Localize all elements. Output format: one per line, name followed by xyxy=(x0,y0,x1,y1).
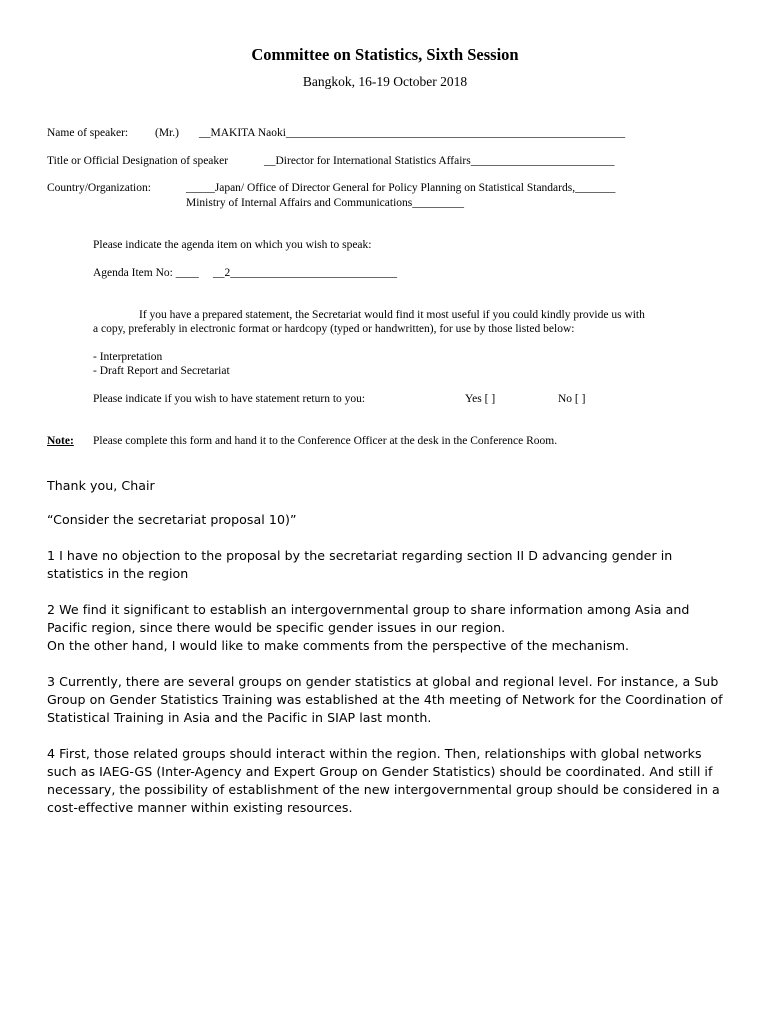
no-checkbox[interactable]: No [ ] xyxy=(558,393,586,405)
agenda-prompt: Please indicate the agenda item on which you wish to speak: xyxy=(93,239,372,251)
statement-request-line1: If you have a prepared statement, the Secretariat would find it most useful if you could kindly provide us with xyxy=(139,309,645,321)
note-label: Note: xyxy=(47,435,74,447)
country-label: Country/Organization: xyxy=(47,182,151,194)
statement-body xyxy=(47,477,727,817)
proposal-title: “Consider the secretariat proposal 10)” xyxy=(47,512,297,527)
paragraph-2-continued: On the other hand, I would like to make comments from the perspective of the mechanism. xyxy=(47,638,630,653)
speaker-title: (Mr.) xyxy=(155,127,179,139)
paragraph-2: 2 We find it significant to establish an intergovernmental group to share information among Asia and Pacific region, since there would be specific gender issues in our region. xyxy=(47,602,690,635)
designation-value: __Director for International Statistics Affairs_________________________ xyxy=(264,155,615,167)
agenda-item-value: __2_____________________________ xyxy=(213,267,397,279)
country-value-line1: _____Japan/ Office of Director General for Policy Planning on Statistical Standards,_______ xyxy=(186,182,616,194)
yes-checkbox[interactable]: Yes [ ] xyxy=(465,393,496,405)
document-subtitle: Bangkok, 16-19 October 2018 xyxy=(302,74,468,89)
speaker-label: Name of speaker: xyxy=(47,127,129,139)
paragraph-4: 4 First, those related groups should interact within the region. Then, relationships with global networks such as IAEG-GS (Inter-Agency and Expert Group on Gender Statistics) should be coordinated. And still if necessary, the possibility of establishment of the new intergovernmental group should be considered in a cost-effective manner within existing resources. xyxy=(47,746,720,815)
paragraph-3: 3 Currently, there are several groups on gender statistics at global and regional level. For instance, a Sub Group on Gender Statistics Training was established at the 4th meeting of Network for the Coordination of Statistical Training in Asia and the Pacific in SIAP last month. xyxy=(47,674,723,725)
statement-request-line2: a copy, preferably in electronic format or hardcopy (typed or handwritten), for use by those listed below: xyxy=(93,323,575,335)
list-item-draft-report: - Draft Report and Secretariat xyxy=(93,365,230,377)
document-title: Committee on Statistics, Sixth Session xyxy=(251,45,519,64)
return-prompt: Please indicate if you wish to have statement return to you: xyxy=(93,393,366,405)
paragraph-1: 1 I have no objection to the proposal by the secretariat regarding section II D advancing gender in statistics in the region xyxy=(47,548,673,581)
list-item-interpretation: - Interpretation xyxy=(93,351,163,363)
designation-label: Title or Official Designation of speaker xyxy=(47,155,229,167)
speaker-name-value: __MAKITA Naoki___________________________________________________________ xyxy=(199,127,626,139)
country-value-line2: Ministry of Internal Affairs and Communications_________ xyxy=(186,197,464,209)
agenda-label: Agenda Item No: ____ xyxy=(93,267,199,279)
note-text: Please complete this form and hand it to the Conference Officer at the desk in the Conference Room. xyxy=(93,435,558,447)
greeting: Thank you, Chair xyxy=(47,478,155,493)
